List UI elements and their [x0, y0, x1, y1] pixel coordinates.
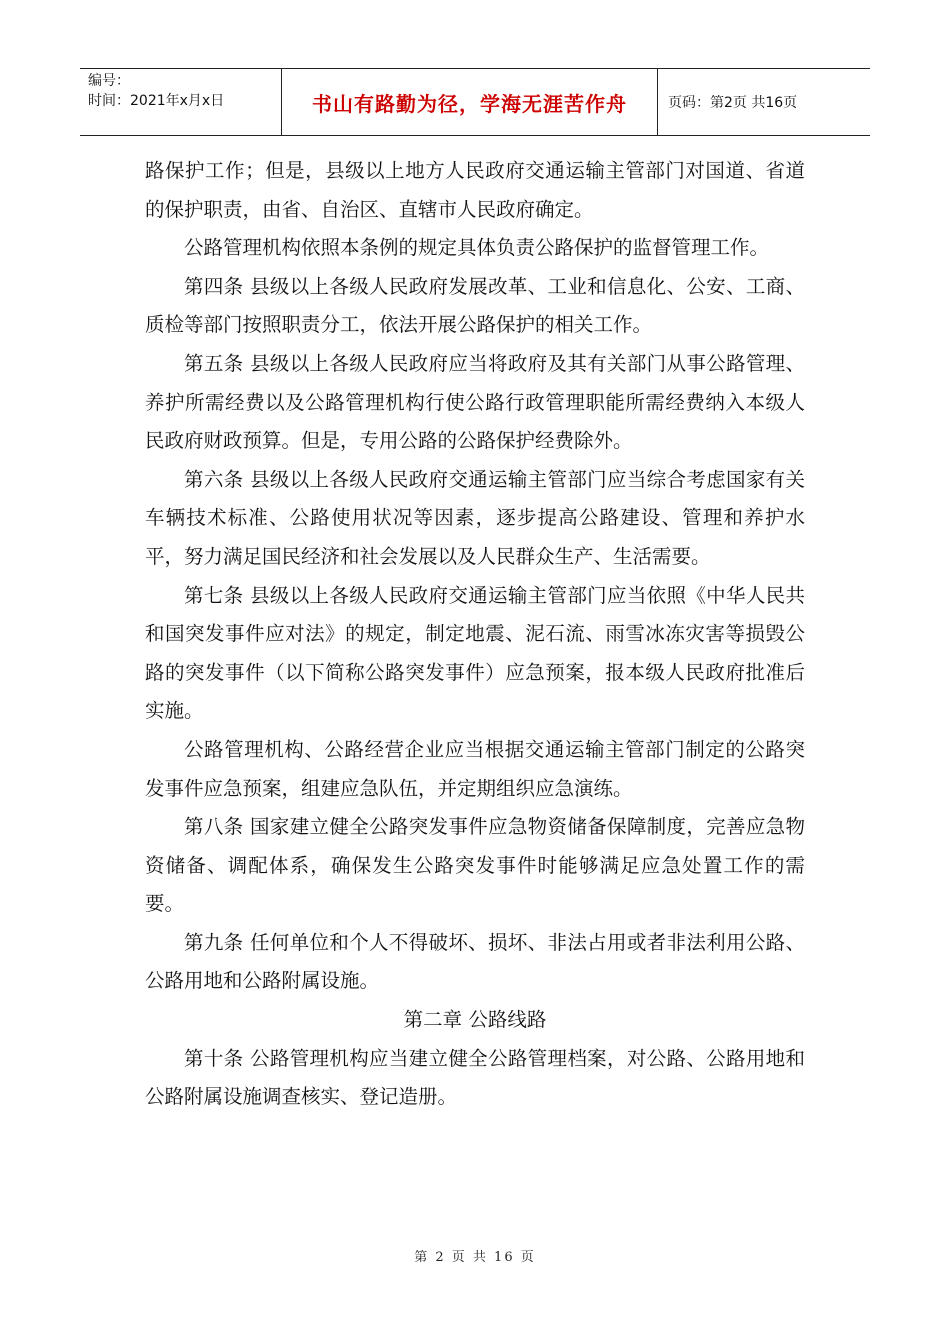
- document-time: 时间：2021年x月x日: [88, 93, 225, 109]
- paragraph: 第七条 县级以上各级人民政府交通运输主管部门应当依照《中华人民共和国突发事件应对法》的规定，制定地震、泥石流、雨雪冰冻灾害等损毁公路的突发事件（以下简称公路突发事件）应急预案，报本级人民政府批准后实施。: [145, 583, 805, 723]
- chapter-heading: 第二章 公路线路: [403, 1008, 547, 1032]
- header-page-info: 页码：第2页 共16页: [668, 95, 798, 111]
- paragraph: 第五条 县级以上各级人民政府应当将政府及其有关部门从事公路管理、养护所需经费以及公路管理机构行使公路行政管理职能所需经费纳入本级人民政府财政预算。但是，专用公路的公路保护经费除外。: [145, 351, 805, 453]
- paragraph: 第六条 县级以上各级人民政府交通运输主管部门应当综合考虑国家有关车辆技术标准、公路使用状况等因素，逐步提高公路建设、管理和养护水平，努力满足国民经济和社会发展以及人民群众生产、生活需要。: [145, 467, 805, 568]
- paragraph: 第十条 公路管理机构应当建立健全公路管理档案，对公路、公路用地和公路附属设施调查核实、登记造册。: [145, 1046, 805, 1109]
- header-motto: 书山有路勤为径，学海无涯苦作舟: [282, 69, 658, 135]
- page-footer: 第 2 页 共 16 页: [414, 1250, 536, 1265]
- paragraph: 路保护工作；但是，县级以上地方人民政府交通运输主管部门对国道、省道的保护职责，由省、自治区、直辖市人民政府确定。: [145, 159, 805, 221]
- paragraph: 第八条 国家建立健全公路突发事件应急物资储备保障制度，完善应急物资储备、调配体系，确保发生公路突发事件时能够满足应急处置工作的需要。: [145, 815, 805, 916]
- paragraph: 公路管理机构依照本条例的规定具体负责公路保护的监督管理工作。: [184, 236, 770, 260]
- paragraph: 第四条 县级以上各级人民政府发展改革、工业和信息化、公安、工商、质检等部门按照职责分工，依法开展公路保护的相关工作。: [145, 274, 805, 337]
- paragraph: 第九条 任何单位和个人不得破坏、损坏、非法占用或者非法利用公路、公路用地和公路附属设施。: [145, 930, 805, 993]
- page-header: [80, 68, 870, 136]
- header-meta: [80, 69, 282, 135]
- paragraph: 公路管理机构、公路经营企业应当根据交通运输主管部门制定的公路突发事件应急预案，组建应急队伍，并定期组织应急演练。: [145, 737, 805, 800]
- document-number: 编号：: [88, 73, 130, 89]
- document-body: [145, 152, 805, 1117]
